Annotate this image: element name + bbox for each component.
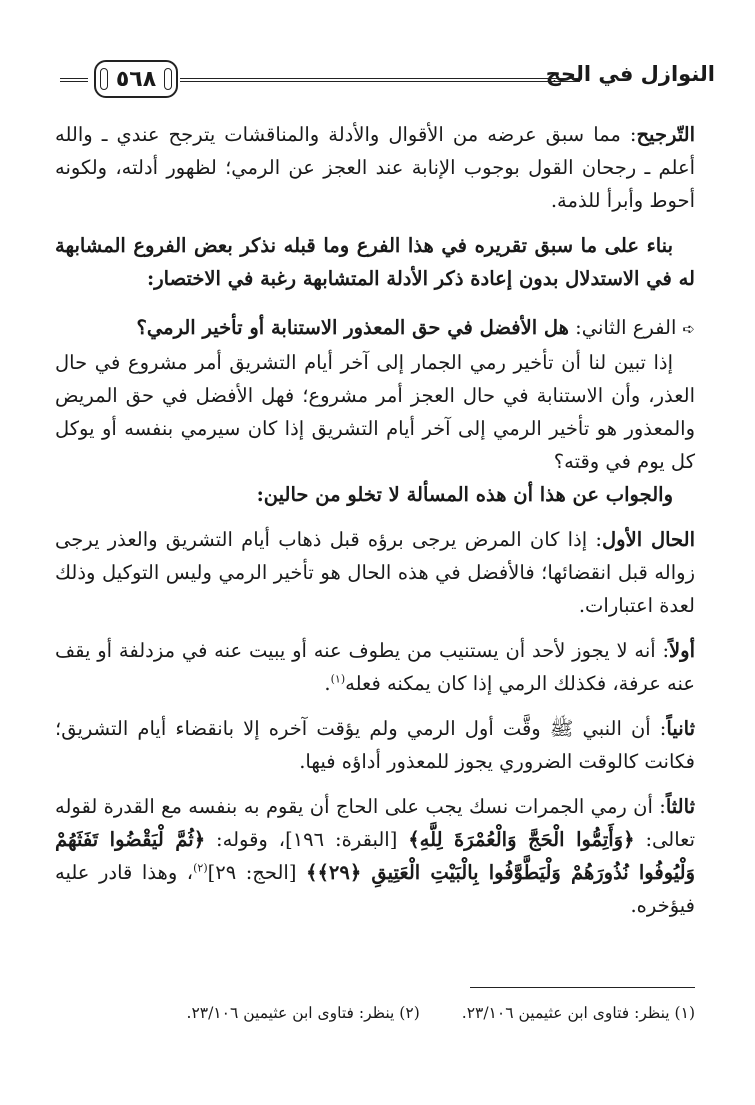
footnote-ref-2: (٢) xyxy=(193,861,208,875)
label-third: ثالثاً xyxy=(665,795,695,818)
paragraph-answer-intro: والجواب عن هذا أن هذه المسألة لا تخلو من حالين: xyxy=(256,483,673,506)
paragraph-case-one: الحال الأول: إذا كان المرض يرجى برؤه قبل ذهاب أيام التشريق والعذر يرجى زواله قبل انقضائها؛ فالأفضل في هذه الحال هو تأخير الرمي وليس التوكيل وذلك لعدة اعتبارات. xyxy=(55,528,696,617)
branch-label: الفرع الثاني: xyxy=(575,316,677,339)
footnote-divider xyxy=(470,987,695,988)
paragraph-intro-branches: بناء على ما سبق تقريره في هذا الفرع وما قبله نذكر بعض الفروع المشابهة له في الاستدلال بدون إعادة ذكر الأدلة المتشابهة رغبة في الاختصار: xyxy=(55,234,695,290)
running-title: النوازل في الحج xyxy=(545,62,715,86)
branch-title: هل الأفضل في حق المعذور الاستنابة أو تأخير الرمي؟ xyxy=(136,316,569,339)
paragraph-third: ثالثاً: أن رمي الجمرات نسك يجب على الحاج أن يقوم به بنفسه مع القدرة لقوله تعالى: ﴿وَأَتِمُّوا الْحَجَّ وَالْعُمْرَةَ لِلَّهِ﴾ [البقرة: ١٩٦]، وقوله: ﴿ثُمَّ لْيَقْضُوا تَفَثَهُمْ وَلْيُوفُوا نُذُورَهُمْ وَلْيَطَّوَّفُوا بِالْبَيْتِ الْعَتِيقِ ﴿٢٩﴾﴾ [الحج: ٢٩]$^{(٢)}$، وهذا قادر عليه فيؤخره. xyxy=(55,795,696,917)
label-second: ثانياً xyxy=(666,717,695,740)
page-number: ٥٦٨ xyxy=(115,66,157,92)
paragraph-question: إذا تبين لنا أن تأخير رمي الجمار إلى آخر أيام التشريق أمر مشروع في حال العذر، وأن الاستنابة في حال العجز أمر مشروع؛ فهل الأفضل في حق المريض والمعذور هو تأخير الرمي إلى آخر أيام التشريق إذا كان سيرمي بنفسه أو يوكل كل يوم في وقته؟ xyxy=(55,351,695,473)
arrow-ornament-icon: ➪ xyxy=(682,320,695,338)
footnote-1: (١) ينظر: فتاوى ابن عثيمين ٢٣/١٠٦. xyxy=(461,1004,695,1022)
footnotes xyxy=(55,1004,695,1022)
page-header xyxy=(60,58,715,98)
quran-verse-2: ﴿ثُمَّ لْيَقْضُوا تَفَثَهُمْ وَلْيُوفُوا نُذُورَهُمْ وَلْيَطَّوَّفُوا بِالْبَيْتِ الْعَتِيقِ ﴿٢٩﴾﴾ xyxy=(55,828,696,884)
footnote-ref-1: (١) xyxy=(330,672,346,686)
footnote-2: (٢) ينظر: فتاوى ابن عثيمين ٢٣/١٠٦. xyxy=(186,1004,420,1022)
paragraph-second: ثانياً: أن النبي ﷺ وقَّت أول الرمي ولم يؤقت آخره إلا بانقضاء أيام التشريق؛ فكانت كالوقت الضروري يجوز للمعذور أداؤه فيها. xyxy=(55,717,695,773)
quran-verse-1: ﴿وَأَتِمُّوا الْحَجَّ وَالْعُمْرَةَ لِلَّهِ﴾ xyxy=(408,828,635,851)
page-number-badge xyxy=(94,60,178,98)
header-rule-left xyxy=(60,78,88,82)
label-case-one: الحال الأول xyxy=(602,528,696,551)
label-first: أولاً xyxy=(669,639,695,662)
header-rule-right xyxy=(180,78,580,82)
main-text xyxy=(55,118,695,922)
paragraph-tarjih: التّرجيح: مما سبق عرضه من الأقوال والأدلة والمناقشات يترجح عندي ـ والله أعلم ـ رجحان القول بوجوب الإنابة عند العجز عن الرمي؛ لظهور أدلته، ولكونه أحوط وأبرأ للذمة. xyxy=(55,123,695,212)
label-tarjih: التّرجيح xyxy=(636,123,695,146)
branch-heading xyxy=(55,311,695,346)
paragraph-first: أولاً: أنه لا يجوز لأحد أن يستنيب من يطوف عنه أو يبيت عنه في مزدلفة أو يقف عنه عرفة، فكذلك الرمي إذا كان يمكنه فعله$^{(١)}$. xyxy=(55,639,695,695)
